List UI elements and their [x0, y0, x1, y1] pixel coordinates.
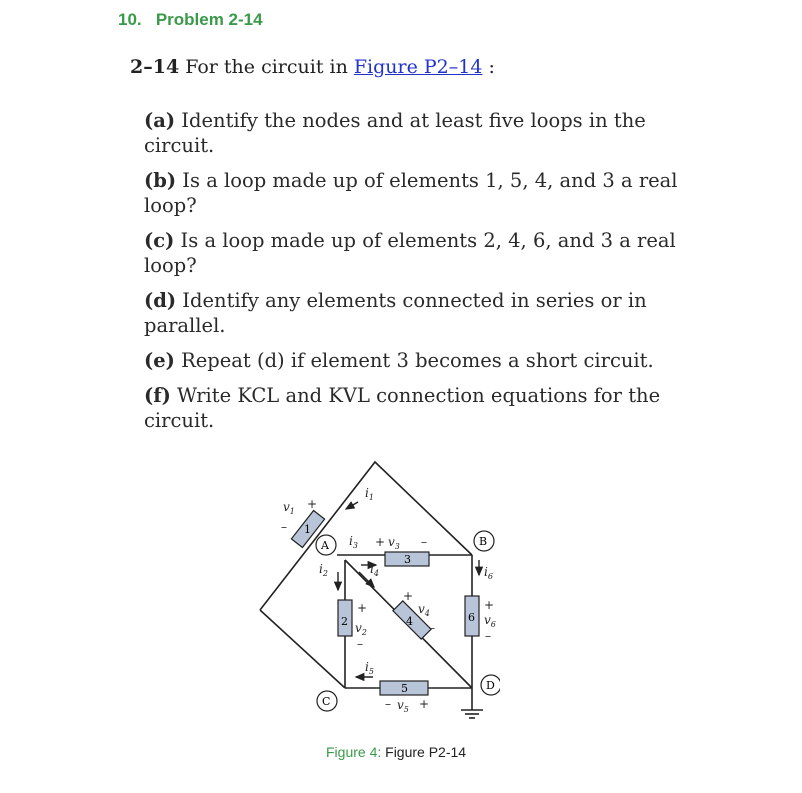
problem-statement: [130, 56, 495, 78]
v5-plus: +: [419, 697, 430, 711]
part-label: (f): [144, 384, 171, 407]
i3-label: $i_3$: [349, 534, 358, 550]
element-1-label: 1: [304, 523, 311, 536]
part-f: [144, 383, 704, 433]
problem-number: 10.: [118, 10, 142, 29]
part-a: [144, 108, 704, 158]
i1-label: $i_1$: [365, 486, 374, 502]
part-b: [144, 168, 704, 218]
v1-plus: +: [307, 497, 318, 511]
v3-label: $v_3$: [388, 535, 400, 551]
statement-colon: :: [488, 56, 495, 78]
element-6-label: 6: [468, 611, 475, 624]
i1-arrow: [346, 502, 358, 509]
i4-label: $i_4$: [370, 562, 379, 578]
node-a-label: A: [321, 539, 329, 552]
v2-label: $v_2$: [355, 621, 367, 637]
part-d: [144, 288, 704, 338]
ground-symbol: [461, 710, 483, 718]
figure-caption: [326, 744, 466, 760]
node-b-label: B: [479, 535, 488, 548]
part-text: Identify the nodes and at least five loops in the circuit.: [144, 109, 646, 157]
statement-number: 2–14: [130, 56, 180, 78]
v6-minus: –: [485, 629, 491, 643]
part-text: Repeat (d) if element 3 becomes a short circuit.: [181, 349, 654, 372]
caption-label: Figure 4:: [326, 744, 382, 760]
part-label: (c): [144, 229, 175, 252]
v3-plus: +: [375, 535, 386, 549]
statement-text: For the circuit in: [185, 56, 348, 78]
v4-plus: +: [403, 589, 414, 603]
part-text: Write KCL and KVL connection equations for the circuit.: [144, 384, 661, 432]
v6-plus: +: [484, 598, 495, 612]
question-parts: [144, 108, 704, 443]
element-3-label: 3: [404, 553, 411, 566]
node-c-label: C: [322, 695, 331, 708]
v1-minus: –: [281, 520, 287, 534]
v4-minus: –: [429, 621, 435, 635]
i5-label: $i_5$: [365, 660, 374, 676]
problem-title: Problem 2-14: [155, 10, 263, 29]
v5-label: $v_5$: [397, 698, 409, 714]
v3-minus: –: [421, 535, 427, 549]
element-6: [465, 596, 479, 636]
element-3: [385, 552, 429, 566]
part-label: (e): [144, 349, 175, 372]
element-5: [380, 681, 428, 695]
circuit-figure: [240, 455, 500, 725]
i6-label: $i_6$: [484, 565, 493, 581]
part-label: (a): [144, 109, 176, 132]
problem-heading: [118, 10, 263, 30]
part-c: [144, 228, 704, 278]
node-d: [481, 675, 500, 695]
node-d-label: D: [486, 679, 495, 692]
node-a: [316, 535, 336, 555]
part-label: (d): [144, 289, 177, 312]
element-4: [393, 601, 431, 639]
node-c: [317, 691, 337, 711]
v4-label: $v_4$: [418, 602, 430, 618]
part-label: (b): [144, 169, 177, 192]
i2-label: $i_2$: [319, 562, 328, 578]
element-2-label: 2: [341, 615, 348, 628]
element-4-label: 4: [406, 615, 413, 628]
part-text: Identify any elements connected in series or in parallel.: [144, 289, 647, 337]
v1-label: $v_1$: [283, 500, 295, 516]
v2-plus: +: [357, 601, 368, 615]
element-5-label: 5: [401, 682, 408, 695]
caption-text: Figure P2-14: [385, 744, 467, 760]
v5-minus: –: [385, 697, 391, 711]
v2-minus: –: [357, 637, 363, 651]
part-text: Is a loop made up of elements 1, 5, 4, and 3 a real loop?: [144, 169, 678, 217]
node-b: [474, 531, 494, 551]
part-text: Is a loop made up of elements 2, 4, 6, and 3 a real loop?: [144, 229, 676, 277]
figure-link[interactable]: Figure P2–14: [353, 56, 483, 78]
element-2: [338, 600, 352, 636]
v6-label: $v_6$: [484, 613, 496, 629]
part-e: [144, 348, 704, 373]
